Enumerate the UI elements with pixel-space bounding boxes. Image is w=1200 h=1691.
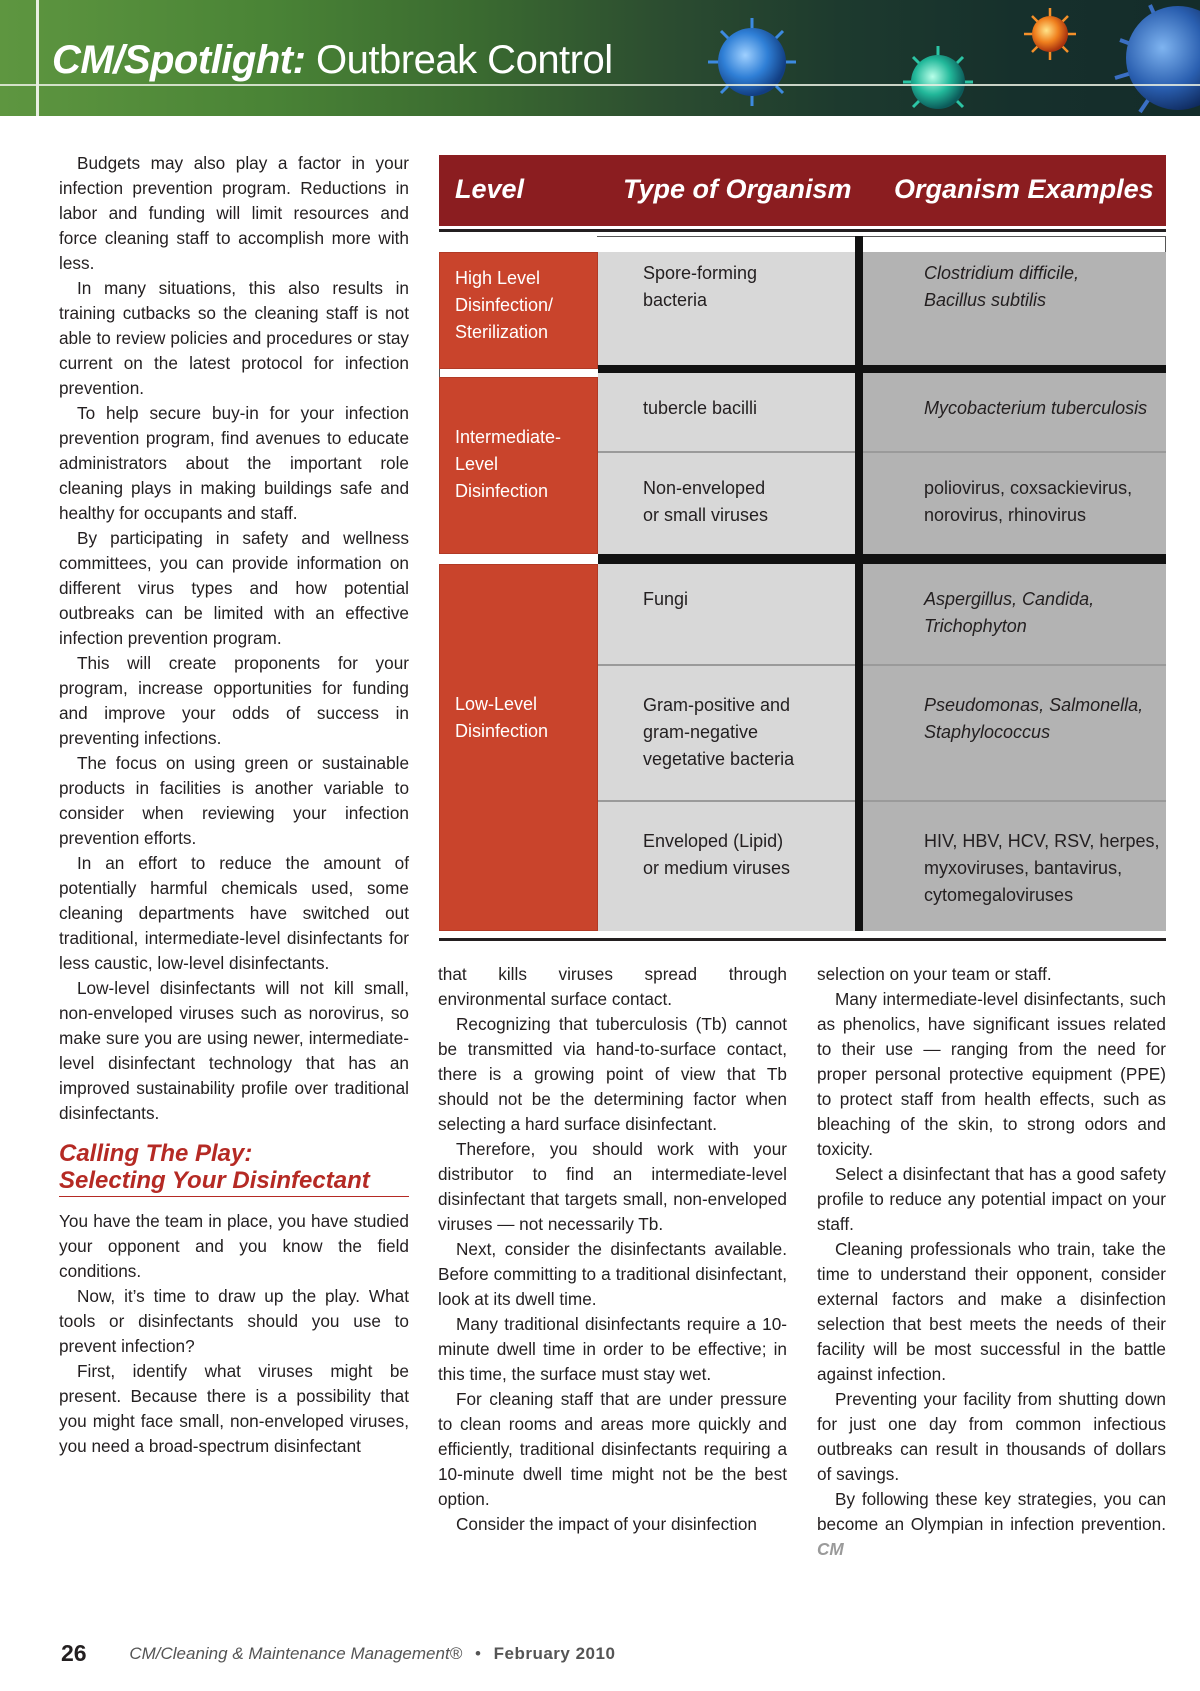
- closing-text: By following these key strategies, you can become an Olympian in infection prevention.: [817, 1489, 1166, 1534]
- banner-vertical-rule: [36, 0, 39, 116]
- example-text: myxoviruses, bantavirus,: [924, 858, 1123, 878]
- paragraph: For cleaning staff that are under pressure to clean rooms and areas more quickly and efficiently, traditional disinfectants requiring a 10-minute dwell time might not be the best option.: [438, 1389, 787, 1509]
- level-text: Low-Level: [455, 694, 538, 714]
- column-header-examples: Organism Examples: [894, 174, 1154, 204]
- virus-icon: [1024, 8, 1076, 60]
- example-text: norovirus, rhinovirus: [924, 505, 1087, 525]
- table-row-type: [598, 373, 855, 451]
- column-divider: [855, 236, 863, 931]
- paragraph: You have the team in place, you have studied your opponent and you know the field conditions.: [59, 1211, 409, 1281]
- paragraph: Budgets may also play a factor in your infection prevention program. Reductions in labor and funding will limit resources and force cleaning staff to accomplish more with less.: [59, 153, 409, 273]
- column-header-level: Level: [455, 174, 525, 204]
- type-text: Enveloped (Lipid): [643, 831, 784, 851]
- page-number: 26: [61, 1640, 87, 1666]
- paragraph: To help secure buy-in for your infection prevention program, find avenues to educate administrators about the important role cleaning plays in making buildings safe and healthy for occupants and staff.: [59, 403, 409, 523]
- type-text: tubercle bacilli: [643, 398, 758, 418]
- paragraph: Low-level disinfectants will not kill small, non-enveloped viruses such as norovirus, so make sure you are using newer, intermediate-level disinfectant technology that has an improved sustainability profile over traditional disinfectants.: [59, 978, 409, 1123]
- paragraph: Next, consider the disinfectants available. Before committing to a traditional disinfectant, look at its dwell time.: [438, 1239, 787, 1309]
- paragraph: Preventing your facility from shutting down for just one day from common infectious outbreaks can result in thousands of dollars of savings.: [817, 1389, 1166, 1484]
- level-text: High Level: [455, 268, 541, 288]
- type-text: Spore-forming: [643, 263, 758, 283]
- type-text: Non-enveloped: [643, 478, 766, 498]
- level-text: Disinfection: [455, 481, 549, 501]
- paragraph: Select a disinfectant that has a good safety profile to reduce any potential impact on your staff.: [817, 1164, 1166, 1234]
- table-row-examples: [863, 373, 1166, 451]
- row-divider: [598, 365, 1166, 373]
- table-row-examples: [863, 564, 1166, 664]
- paragraph: First, identify what viruses might be present. Because there is a possibility that you might face small, non-enveloped viruses, you need a broad-spectrum disinfectant: [59, 1361, 409, 1456]
- table-gap: [439, 554, 597, 564]
- paragraph: [817, 1487, 1166, 1562]
- paragraph: Now, it’s time to draw up the play. What tools or disinfectants should you use to prevent infection?: [59, 1286, 409, 1356]
- virus-icon: [1115, 5, 1200, 112]
- paragraph: Many intermediate-level disinfectants, such as phenolics, have significant issues related to their use — ranging from the need for proper personal protective equipment (PPE) to protect staff from health effects, such as bleaching of the skin, to strong odors and toxicity.: [817, 989, 1166, 1159]
- level-cell-low: [439, 564, 598, 931]
- type-text: Fungi: [643, 589, 689, 609]
- table-row-type: [598, 666, 855, 800]
- paragraph: This will create proponents for your program, increase opportunities for funding and improve your odds of success in preventing infections.: [59, 653, 409, 748]
- example-text: Aspergillus, Candida,: [924, 589, 1095, 609]
- example-text: Bacillus subtilis: [924, 290, 1047, 310]
- example-text: Trichophyton: [924, 616, 1027, 636]
- type-text: gram-negative: [643, 722, 759, 742]
- type-text: Gram-positive and: [643, 695, 791, 715]
- footer-separator: •: [474, 1644, 481, 1663]
- level-text: Disinfection/: [455, 295, 554, 315]
- paragraph: By participating in safety and wellness committees, you can provide information on different virus types and how potential outbreaks can be limited with an effective infection prevention program.: [59, 528, 409, 648]
- text-column-2: [438, 962, 787, 1537]
- paragraph: Consider the impact of your disinfection: [456, 1514, 757, 1534]
- example-text: poliovirus, coxsackievirus,: [924, 478, 1133, 498]
- type-text: or medium viruses: [643, 858, 791, 878]
- example-text: cytomegaloviruses: [924, 885, 1074, 905]
- table-row-examples: [863, 252, 1166, 365]
- paragraph: Many traditional disinfectants require a 10-minute dwell time in order to be effective; in this time, the surface must stay wet.: [438, 1314, 787, 1384]
- virus-icon: [903, 46, 973, 109]
- table-row-examples: [863, 666, 1166, 800]
- table-row-type: [598, 453, 855, 554]
- table-header: [439, 155, 1166, 226]
- level-cell-intermediate: [439, 377, 598, 554]
- issue-date: February 2010: [493, 1644, 616, 1663]
- table-rule: [439, 938, 1166, 941]
- paragraph: Therefore, you should work with your distributor to find an intermediate-level disinfectant that targets small, non-enveloped viruses — not necessarily Tb.: [438, 1139, 787, 1234]
- table-gap: [439, 236, 597, 252]
- page-title: [52, 36, 613, 84]
- level-text: Sterilization: [455, 322, 549, 342]
- end-mark: CM: [817, 1539, 844, 1559]
- level-text: Intermediate-: [455, 427, 562, 447]
- magazine-name: CM/Cleaning & Maintenance Management®: [129, 1644, 463, 1663]
- banner-horizontal-rule: [0, 84, 1200, 86]
- subheading-line: Selecting Your Disinfectant: [59, 1167, 370, 1194]
- level-cell-high: [439, 252, 598, 369]
- column-header-type: Type of Organism: [623, 174, 852, 204]
- paragraph: that kills viruses spread through environmental surface contact.: [438, 964, 787, 1009]
- table-rule: [439, 229, 1166, 232]
- type-text: or small viruses: [643, 505, 769, 525]
- text-column-3: [817, 962, 1166, 1562]
- header-banner: [0, 0, 1200, 116]
- paragraph: Cleaning professionals who train, take the time to understand their opponent, consider external factors and make a disinfection selection that best meets the needs of their facility will be most successful in the battle against infection.: [817, 1239, 1166, 1384]
- example-text: Staphylococcus: [924, 722, 1051, 742]
- title-bold: CM/Spotlight:: [52, 38, 306, 82]
- table-row-type: [598, 252, 855, 365]
- page-footer: [61, 1640, 615, 1667]
- paragraph: In an effort to reduce the amount of potentially harmful chemicals used, some cleaning departments have switched out traditional, intermediate-level disinfectants for less caustic, low-level disinfectants.: [59, 853, 409, 973]
- example-text: Clostridium difficile,: [924, 263, 1080, 283]
- type-text: bacteria: [643, 290, 708, 310]
- paragraph: In many situations, this also results in training cutbacks so the cleaning staff is not able to review policies and procedures or stay current on the latest protocol for infection prevention.: [59, 278, 409, 398]
- table-row-type: [598, 802, 855, 931]
- table-row-type: [598, 564, 855, 664]
- paragraph: selection on your team or staff.: [817, 964, 1052, 984]
- title-light: Outbreak Control: [305, 38, 613, 82]
- example-text: Mycobacterium tuberculosis: [924, 398, 1148, 418]
- subheading-line: Calling The Play:: [59, 1140, 253, 1167]
- paragraph: The focus on using green or sustainable products in facilities is another variable to consider when reviewing your infection prevention efforts.: [59, 753, 409, 848]
- row-divider: [598, 554, 1166, 564]
- level-text: Level: [455, 454, 499, 474]
- type-text: vegetative bacteria: [643, 749, 795, 769]
- example-text: Pseudomonas, Salmonella,: [924, 695, 1144, 715]
- level-text: Disinfection: [455, 721, 549, 741]
- paragraph: Recognizing that tuberculosis (Tb) cannot be transmitted via hand-to-surface contact, there is a growing point of view that Tb should not be the determining factor when selecting a hard surface disinfectant.: [438, 1014, 787, 1134]
- example-text: HIV, HBV, HCV, RSV, herpes,: [924, 831, 1160, 851]
- text-column-1: [59, 151, 409, 1459]
- table-row-examples: [863, 453, 1166, 554]
- section-subheading: [59, 1140, 409, 1197]
- table-row-examples: [863, 802, 1166, 931]
- virus-icon: [708, 18, 796, 106]
